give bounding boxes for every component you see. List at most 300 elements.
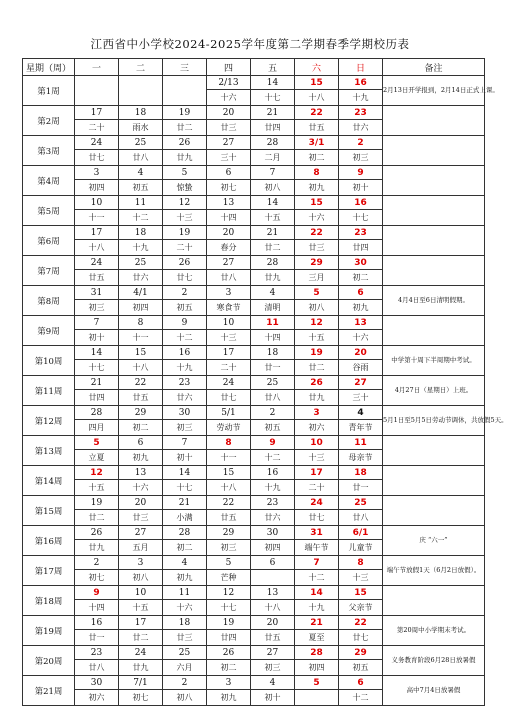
week-row	[23, 106, 485, 136]
day-cell	[75, 226, 119, 256]
day-date: 23	[339, 226, 382, 240]
day-cell	[75, 376, 119, 406]
header-fri: 五	[251, 59, 295, 76]
day-cell	[163, 316, 207, 346]
day-date: 26	[295, 376, 338, 390]
lunar-date: 初二	[352, 273, 369, 282]
day-cell	[251, 466, 295, 496]
day-date: 23	[339, 106, 382, 120]
day-date: 24	[119, 646, 162, 660]
day-date: 8	[207, 436, 250, 450]
day-cell	[295, 436, 339, 466]
lunar-date: 十一	[88, 213, 105, 222]
lunar-date: 十六	[176, 603, 193, 612]
lunar-date: 三十	[220, 153, 237, 162]
day-cell	[339, 466, 383, 496]
lunar-date: 廿七	[220, 393, 237, 402]
week-note: 义务教育阶段6月28日放暑假	[383, 646, 485, 676]
day-date: 18	[119, 226, 162, 240]
day-cell	[163, 256, 207, 286]
week-row	[23, 436, 485, 466]
day-date: 4	[251, 676, 294, 690]
day-date: 10	[75, 196, 118, 210]
lunar-date: 初十	[264, 693, 281, 702]
lunar-date: 十九	[176, 363, 193, 372]
day-cell	[251, 616, 295, 646]
day-cell	[163, 376, 207, 406]
day-date: 17	[75, 226, 118, 240]
day-cell	[163, 196, 207, 226]
lunar-date: 初三	[176, 423, 193, 432]
lunar-date: 十七	[176, 483, 193, 492]
day-date: 2/13	[207, 76, 250, 90]
day-date: 2	[251, 406, 294, 420]
lunar-date: 初二	[176, 543, 193, 552]
day-cell	[251, 136, 295, 166]
week-row	[23, 166, 485, 196]
lunar-date: 十五	[308, 333, 325, 342]
day-date: 4/1	[119, 286, 162, 300]
day-date: 13	[207, 196, 250, 210]
lunar-date: 初二	[220, 663, 237, 672]
day-date: 5	[295, 286, 338, 300]
day-date: 18	[339, 466, 382, 480]
day-date: 24	[75, 256, 118, 270]
lunar-date: 三十	[352, 393, 369, 402]
lunar-date: 初六	[88, 693, 105, 702]
week-note: 5月1日至5月5日劳动节调休，共放假5天。	[383, 406, 485, 436]
week-row	[23, 466, 485, 496]
lunar-date: 廿二	[264, 243, 281, 252]
day-date	[119, 76, 162, 90]
day-date: 2	[163, 676, 206, 690]
week-label: 第12周	[23, 406, 75, 436]
day-date: 6	[251, 556, 294, 570]
week-note	[383, 466, 485, 496]
week-label: 第13周	[23, 436, 75, 466]
day-cell	[339, 556, 383, 586]
day-date: 16	[251, 466, 294, 480]
day-date: 19	[295, 346, 338, 360]
lunar-date: 十四	[264, 333, 281, 342]
day-cell	[75, 586, 119, 616]
day-cell	[119, 286, 163, 316]
day-cell	[295, 376, 339, 406]
day-cell	[295, 76, 339, 106]
day-cell	[207, 286, 251, 316]
day-date: 25	[119, 256, 162, 270]
day-date: 21	[251, 226, 294, 240]
week-note: 庆 “六一”	[383, 526, 485, 556]
day-cell	[339, 526, 383, 556]
day-cell	[163, 226, 207, 256]
day-date: 28	[75, 406, 118, 420]
day-date: 9	[251, 436, 294, 450]
day-cell	[163, 286, 207, 316]
header-sat: 六	[295, 59, 339, 76]
day-cell	[295, 616, 339, 646]
lunar-date: 初三	[88, 303, 105, 312]
day-date: 11	[163, 586, 206, 600]
week-note	[383, 136, 485, 166]
lunar-date: 初四	[88, 183, 105, 192]
day-date: 4	[163, 556, 206, 570]
lunar-date: 初六	[308, 423, 325, 432]
day-cell	[75, 346, 119, 376]
header-note: 备注	[383, 59, 485, 76]
lunar-date: 端午节	[304, 543, 329, 552]
lunar-date: 廿九	[132, 663, 149, 672]
day-cell	[295, 106, 339, 136]
week-row	[23, 586, 485, 616]
day-cell	[207, 406, 251, 436]
day-date: 22	[339, 616, 382, 630]
week-label: 第15周	[23, 496, 75, 526]
week-row	[23, 346, 485, 376]
lunar-date: 廿二	[132, 633, 149, 642]
day-date: 25	[339, 496, 382, 510]
day-cell	[251, 406, 295, 436]
day-cell	[75, 256, 119, 286]
day-date: 5	[207, 556, 250, 570]
lunar-date: 初八	[132, 573, 149, 582]
day-date: 19	[163, 106, 206, 120]
week-note	[383, 316, 485, 346]
lunar-date: 初十	[88, 333, 105, 342]
week-note	[383, 436, 485, 466]
header-week: 星期（周）	[23, 59, 75, 76]
week-note: 第20周中小学期末考试。	[383, 616, 485, 646]
lunar-date: 芒种	[220, 573, 237, 582]
lunar-date: 廿七	[308, 513, 325, 522]
lunar-date: 初九	[176, 573, 193, 582]
lunar-date: 廿六	[264, 513, 281, 522]
week-note: 高中7月4日放暑假	[383, 676, 485, 706]
lunar-date: 廿六	[132, 273, 149, 282]
day-date: 18	[163, 616, 206, 630]
day-date: 25	[163, 646, 206, 660]
week-label: 第4周	[23, 166, 75, 196]
lunar-date: 十九	[352, 93, 369, 102]
day-date: 29	[339, 646, 382, 660]
lunar-date: 廿五	[132, 393, 149, 402]
week-label: 第10周	[23, 346, 75, 376]
day-cell	[163, 76, 207, 106]
lunar-date	[119, 90, 162, 105]
day-cell	[339, 226, 383, 256]
day-cell	[163, 406, 207, 436]
day-cell	[75, 436, 119, 466]
week-label: 第7周	[23, 256, 75, 286]
day-cell	[75, 316, 119, 346]
day-date: 9	[163, 316, 206, 330]
lunar-date: 惊蛰	[176, 183, 193, 192]
lunar-date: 十四	[88, 603, 105, 612]
lunar-date: 十二	[132, 213, 149, 222]
day-cell	[75, 76, 119, 106]
day-cell	[207, 586, 251, 616]
lunar-date: 十三	[176, 213, 193, 222]
week-row	[23, 676, 485, 706]
day-date: 24	[207, 376, 250, 390]
lunar-date: 初八	[308, 303, 325, 312]
day-date: 22	[119, 376, 162, 390]
day-cell	[75, 166, 119, 196]
day-date: 8	[119, 316, 162, 330]
lunar-date: 廿九	[88, 543, 105, 552]
header-tue: 二	[119, 59, 163, 76]
day-date: 27	[207, 256, 250, 270]
day-date: 22	[207, 496, 250, 510]
day-date: 23	[251, 496, 294, 510]
day-date: 3	[119, 556, 162, 570]
week-label: 第14周	[23, 466, 75, 496]
day-cell	[207, 376, 251, 406]
lunar-date: 廿六	[176, 393, 193, 402]
day-date: 24	[75, 136, 118, 150]
day-cell	[163, 676, 207, 706]
day-cell	[251, 676, 295, 706]
lunar-date: 小满	[176, 513, 193, 522]
day-date: 3	[295, 406, 338, 420]
day-cell	[207, 496, 251, 526]
day-date: 2	[339, 136, 382, 150]
lunar-date: 初五	[352, 663, 369, 672]
day-date: 7	[295, 556, 338, 570]
week-note	[383, 166, 485, 196]
day-date	[163, 76, 206, 90]
lunar-date: 十九	[264, 483, 281, 492]
day-cell	[207, 316, 251, 346]
lunar-date: 十八	[308, 93, 325, 102]
week-note	[383, 106, 485, 136]
day-cell	[251, 346, 295, 376]
day-cell	[251, 556, 295, 586]
day-date: 27	[119, 526, 162, 540]
day-cell	[75, 286, 119, 316]
lunar-date: 廿四	[352, 243, 369, 252]
lunar-date: 十六	[220, 93, 237, 102]
day-cell	[163, 496, 207, 526]
day-date: 29	[295, 256, 338, 270]
day-cell	[163, 136, 207, 166]
day-date	[75, 76, 118, 90]
lunar-date: 十二	[352, 693, 369, 702]
lunar-date: 廿七	[352, 633, 369, 642]
day-cell	[251, 226, 295, 256]
day-date: 18	[119, 106, 162, 120]
day-date: 28	[295, 646, 338, 660]
lunar-date: 初七	[220, 183, 237, 192]
day-cell	[163, 646, 207, 676]
lunar-date: 十一	[220, 453, 237, 462]
day-date: 26	[75, 526, 118, 540]
lunar-date: 廿三	[220, 123, 237, 132]
lunar-date: 初五	[176, 303, 193, 312]
lunar-date: 初二	[308, 153, 325, 162]
day-cell	[75, 196, 119, 226]
day-date: 5	[163, 166, 206, 180]
lunar-date: 初七	[132, 693, 149, 702]
week-label: 第1周	[23, 76, 75, 106]
day-cell	[339, 76, 383, 106]
week-row	[23, 556, 485, 586]
day-cell	[339, 286, 383, 316]
day-date: 15	[207, 466, 250, 480]
day-date: 6	[207, 166, 250, 180]
day-cell	[295, 496, 339, 526]
day-cell	[207, 556, 251, 586]
week-label: 第16周	[23, 526, 75, 556]
day-cell	[339, 436, 383, 466]
day-date: 6	[339, 676, 382, 690]
day-date: 4	[251, 286, 294, 300]
day-date: 3	[207, 286, 250, 300]
lunar-date: 母亲节	[348, 453, 373, 462]
lunar-date	[251, 570, 294, 585]
lunar-date: 廿四	[264, 123, 281, 132]
day-cell	[295, 256, 339, 286]
day-cell	[339, 496, 383, 526]
header-wed: 三	[163, 59, 207, 76]
day-date: 17	[119, 616, 162, 630]
lunar-date: 廿八	[132, 153, 149, 162]
day-cell	[207, 136, 251, 166]
day-date: 31	[75, 286, 118, 300]
day-date: 5	[75, 436, 118, 450]
day-date: 17	[207, 346, 250, 360]
week-note	[383, 496, 485, 526]
day-date: 6/1	[339, 526, 382, 540]
day-date: 10	[295, 436, 338, 450]
lunar-date: 廿八	[220, 273, 237, 282]
day-cell	[339, 256, 383, 286]
day-cell	[339, 616, 383, 646]
day-cell	[207, 196, 251, 226]
day-cell	[207, 226, 251, 256]
lunar-date: 十四	[220, 213, 237, 222]
week-row	[23, 646, 485, 676]
lunar-date: 十三	[220, 333, 237, 342]
day-cell	[251, 646, 295, 676]
week-row	[23, 226, 485, 256]
lunar-date: 初八	[176, 693, 193, 702]
day-date: 16	[339, 76, 382, 90]
day-date: 25	[251, 376, 294, 390]
lunar-date: 立夏	[88, 453, 105, 462]
day-date: 25	[119, 136, 162, 150]
day-date: 30	[163, 406, 206, 420]
lunar-date: 劳动节	[216, 423, 241, 432]
lunar-date: 五月	[132, 543, 149, 552]
day-cell	[75, 496, 119, 526]
day-cell	[163, 346, 207, 376]
day-cell	[119, 76, 163, 106]
day-date: 8	[339, 556, 382, 570]
day-cell	[295, 346, 339, 376]
day-date: 26	[207, 646, 250, 660]
lunar-date: 十六	[352, 333, 369, 342]
lunar-date: 寒食节	[216, 303, 241, 312]
day-cell	[163, 166, 207, 196]
week-label: 第19周	[23, 616, 75, 646]
lunar-date: 廿七	[88, 153, 105, 162]
day-date: 22	[295, 226, 338, 240]
day-date: 15	[339, 586, 382, 600]
lunar-date: 初九	[220, 693, 237, 702]
week-note	[383, 256, 485, 286]
header-row	[23, 59, 485, 76]
lunar-date: 青年节	[348, 423, 373, 432]
day-cell	[251, 586, 295, 616]
day-date: 30	[339, 256, 382, 270]
day-cell	[207, 646, 251, 676]
day-date: 13	[339, 316, 382, 330]
day-date: 2	[163, 286, 206, 300]
lunar-date: 十七	[88, 363, 105, 372]
week-row	[23, 286, 485, 316]
day-cell	[339, 646, 383, 676]
day-cell	[119, 466, 163, 496]
day-cell	[119, 106, 163, 136]
day-cell	[119, 586, 163, 616]
day-cell	[119, 616, 163, 646]
lunar-date: 廿三	[176, 633, 193, 642]
day-cell	[251, 106, 295, 136]
lunar-date: 廿三	[132, 513, 149, 522]
day-date: 15	[119, 346, 162, 360]
lunar-date: 十八	[264, 603, 281, 612]
day-date: 30	[251, 526, 294, 540]
day-cell	[119, 646, 163, 676]
day-cell	[295, 286, 339, 316]
day-cell	[75, 106, 119, 136]
lunar-date: 初七	[88, 573, 105, 582]
day-date: 11	[251, 316, 294, 330]
day-date: 14	[163, 466, 206, 480]
week-row	[23, 136, 485, 166]
lunar-date: 二十	[308, 483, 325, 492]
day-date: 14	[75, 346, 118, 360]
day-date: 20	[251, 616, 294, 630]
lunar-date: 十三	[308, 453, 325, 462]
week-label: 第8周	[23, 286, 75, 316]
week-label: 第17周	[23, 556, 75, 586]
day-cell	[119, 376, 163, 406]
lunar-date: 廿八	[352, 513, 369, 522]
day-cell	[119, 346, 163, 376]
day-date: 20	[339, 346, 382, 360]
day-date: 27	[207, 136, 250, 150]
lunar-date: 十八	[88, 243, 105, 252]
day-cell	[207, 616, 251, 646]
day-cell	[119, 256, 163, 286]
day-date: 22	[295, 106, 338, 120]
day-date: 14	[295, 586, 338, 600]
lunar-date: 初四	[132, 303, 149, 312]
lunar-date	[163, 90, 206, 105]
day-cell	[163, 586, 207, 616]
day-cell	[119, 136, 163, 166]
lunar-date: 十六	[132, 483, 149, 492]
lunar-date: 三月	[308, 273, 325, 282]
day-cell	[339, 316, 383, 346]
day-cell	[339, 376, 383, 406]
day-date: 10	[207, 316, 250, 330]
week-row	[23, 196, 485, 226]
day-date: 15	[295, 196, 338, 210]
day-cell	[119, 676, 163, 706]
